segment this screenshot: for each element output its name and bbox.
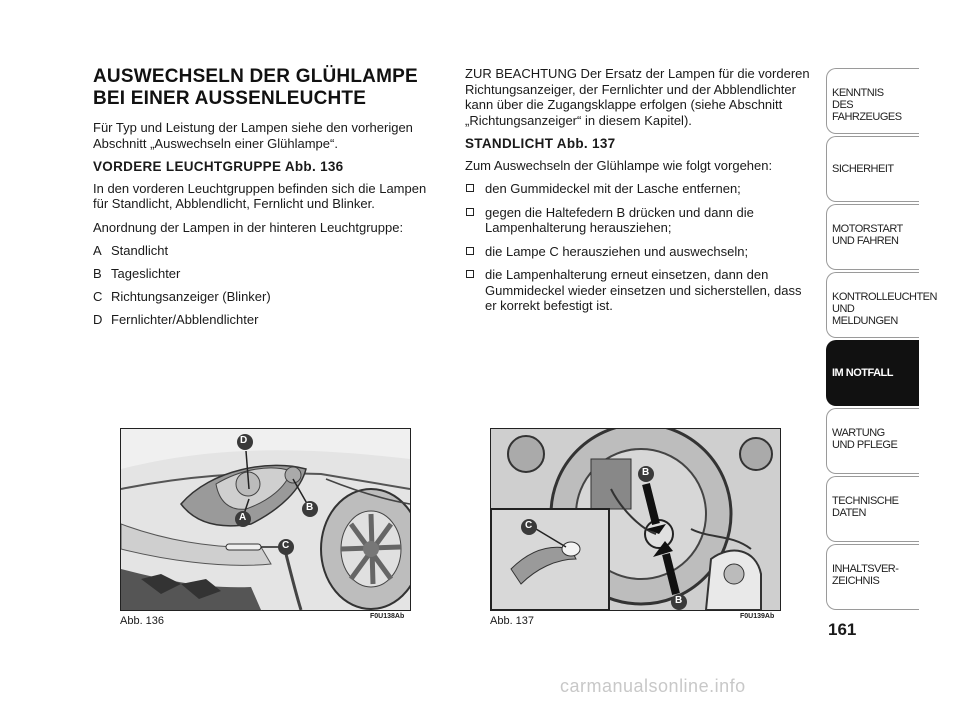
paragraph-front-lights: In den vorderen Leuchtgruppen befinden sich die Lampen für Standlicht, Abblendlicht, Fernlicht und Blinker. xyxy=(93,180,427,211)
callout-label-b-top: B xyxy=(642,467,650,478)
car-front-illustration xyxy=(121,429,410,610)
note-paragraph: ZUR BEACHTUNG Der Ersatz der Lampen für die vorderen Richtungsanzeiger, der Fernlichter und der Abblendlichter kann über die Zugangsklappe erfolgen (siehe Abschnitt „Richtungsanzeiger“ in diesem Kapitel). xyxy=(465,66,810,128)
paragraph-arrangement: Anordnung der Lampen in der hinteren Leuchtgruppe: xyxy=(93,219,404,235)
tab-motorstart[interactable]: MOTORSTART UND FAHREN xyxy=(826,204,919,270)
checkbox-bullet-icon xyxy=(466,184,474,192)
checkbox-bullet-icon xyxy=(466,247,474,255)
procedure-intro: Zum Auswechseln der Glühlampe wie folgt vorgehen: xyxy=(465,157,773,173)
page-number: 161 xyxy=(828,620,857,639)
callout-label-b: B xyxy=(306,502,314,513)
lamp-item: B Tageslichter xyxy=(93,266,181,281)
figure-137-parking-light xyxy=(490,428,781,611)
left-column xyxy=(93,66,443,335)
tab-inhaltsverzeichnis[interactable]: INHALTSVER- ZEICHNIS xyxy=(826,544,919,610)
step-item: die Lampenhalterung erneut einsetzen, dann den Gummideckel wieder einsetzen und sicherstellen, dass er korrekt befestigt ist. xyxy=(465,267,810,314)
procedure-steps xyxy=(465,181,810,314)
intro-paragraph: Für Typ und Leistung der Lampen siehe den vorherigen Abschnitt „Auswechseln einer Glühlampe“. xyxy=(93,120,413,151)
checkbox-bullet-icon xyxy=(466,208,474,216)
chapter-sidebar xyxy=(826,68,937,612)
step-item: den Gummideckel mit der Lasche entfernen; xyxy=(465,181,810,197)
checkbox-bullet-icon xyxy=(466,270,474,278)
figure-136-code: F0U138Ab xyxy=(370,613,405,620)
callout-label-c: C xyxy=(282,540,290,551)
right-column xyxy=(465,66,810,322)
tab-kontrolleuchten[interactable]: KONTROLLEUCHTEN UND MELDUNGEN xyxy=(826,272,919,338)
lamp-item: D Fernlichter/Abblendlichter xyxy=(93,312,259,327)
tab-kenntnis[interactable]: KENNTNIS DES FAHRZEUGES xyxy=(826,68,919,134)
callout-label-a: A xyxy=(239,512,247,523)
figure-137-caption: Abb. 137 xyxy=(490,615,535,627)
lamp-item: A Standlicht xyxy=(93,243,169,258)
lamp-item: C Richtungsanzeiger (Blinker) xyxy=(93,289,271,304)
subheading-front-lights: VORDERE LEUCHTGRUPPE Abb. 136 xyxy=(93,159,344,174)
step-item: gegen die Haltefedern B drücken und dann die Lampenhalterung herausziehen; xyxy=(465,205,810,236)
section-title: AUSWECHSELN DER GLÜHLAMPE BEI EINER AUSSENLEUCHTE xyxy=(93,66,418,109)
callout-label-c: C xyxy=(525,520,533,531)
watermark: carmanualsonline.info xyxy=(560,676,746,696)
figure-137-code: F0U139Ab xyxy=(740,613,775,620)
tab-technische-daten[interactable]: TECHNISCHE DATEN xyxy=(826,476,919,542)
tab-sicherheit[interactable]: SICHERHEIT xyxy=(826,136,919,202)
subheading-parking-light: STANDLICHT Abb. 137 xyxy=(465,136,616,151)
figure-136-caption: Abb. 136 xyxy=(120,615,165,627)
callout-label-b-bottom: B xyxy=(675,595,683,606)
figure-136-front-light xyxy=(120,428,411,611)
lamp-holder-illustration xyxy=(491,429,780,610)
tab-wartung[interactable]: WARTUNG UND PFLEGE xyxy=(826,408,919,474)
tab-im-notfall[interactable]: IM NOTFALL xyxy=(826,340,919,406)
callout-label-d: D xyxy=(240,435,248,446)
step-item: die Lampe C herausziehen und auswechseln; xyxy=(465,244,810,260)
